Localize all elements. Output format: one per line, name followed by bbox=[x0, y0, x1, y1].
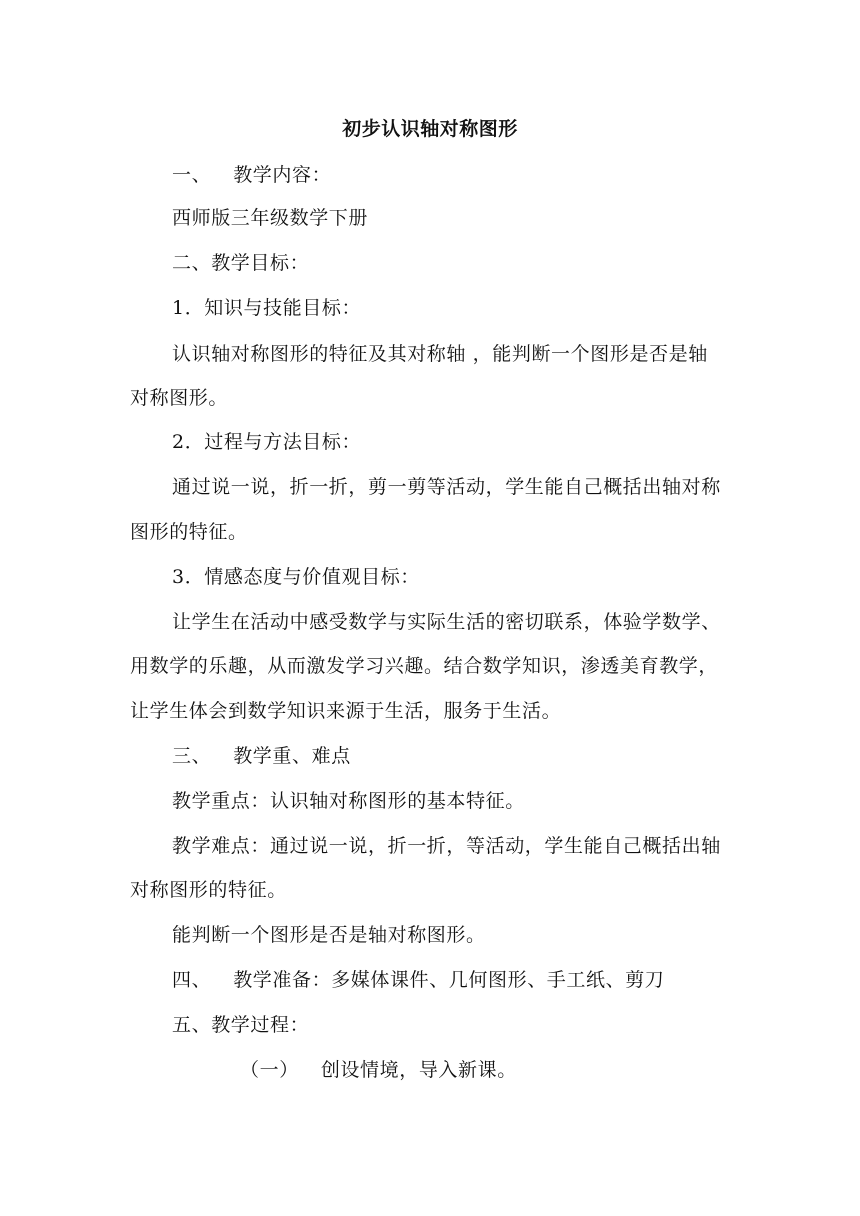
goal-3-line-2: 用数学的乐趣，从而激发学习兴趣。结合数学知识，渗透美育教学， bbox=[130, 655, 719, 677]
section-1-label: 一、 bbox=[172, 164, 212, 186]
section-4-label: 四、 bbox=[172, 969, 212, 991]
difficulty-line-3: 能判断一个图形是否是轴对称图形。 bbox=[172, 924, 486, 946]
section-5-heading: 五、教学过程： bbox=[172, 1014, 310, 1036]
section-1-body: 西师版三年级数学下册 bbox=[172, 207, 369, 229]
section-1-heading bbox=[172, 161, 782, 189]
goal-2-line-2: 图形的特征。 bbox=[130, 521, 248, 543]
section-4-text: 教学准备：多媒体课件、几何图形、手工纸、剪刀 bbox=[233, 969, 665, 991]
difficulty-line-2: 对称图形的特征。 bbox=[130, 879, 287, 901]
section-1-text: 教学内容： bbox=[233, 164, 332, 186]
goal-3-heading: 3．情感态度与价值观目标： bbox=[172, 566, 420, 588]
goal-2-heading: 2．过程与方法目标： bbox=[172, 431, 362, 453]
process-step-1-label: （一） bbox=[240, 1059, 299, 1081]
goal-1-heading: 1．知识与技能目标： bbox=[172, 297, 362, 319]
section-3-label: 三、 bbox=[172, 745, 212, 767]
goal-2-line-1: 通过说一说，折一折，剪一剪等活动，学生能自己概括出轴对称 bbox=[172, 476, 721, 498]
section-3-heading bbox=[172, 742, 782, 770]
document-title: 初步认识轴对称图形 bbox=[342, 118, 518, 140]
process-step-1 bbox=[240, 1056, 850, 1084]
goal-1-line-1: 认识轴对称图形的特征及其对称轴 ，能判断一个图形是否是轴 bbox=[172, 343, 708, 365]
process-step-1-text: 创设情境，导入新课。 bbox=[320, 1059, 517, 1081]
section-2-heading: 二、教学目标： bbox=[172, 252, 310, 274]
goal-3-line-3: 让学生体会到数学知识来源于生活，服务于生活。 bbox=[130, 700, 562, 722]
key-point: 教学重点：认识轴对称图形的基本特征。 bbox=[172, 790, 525, 812]
goal-1-line-2: 对称图形。 bbox=[130, 387, 229, 409]
section-3-text: 教学重、难点 bbox=[233, 745, 351, 767]
section-4-heading bbox=[172, 966, 782, 994]
difficulty-line-1: 教学难点：通过说一说，折一折，等活动，学生能自己概括出轴 bbox=[172, 835, 721, 857]
goal-3-line-1: 让学生在活动中感受数学与实际生活的密切联系，体验学数学、 bbox=[172, 611, 721, 633]
